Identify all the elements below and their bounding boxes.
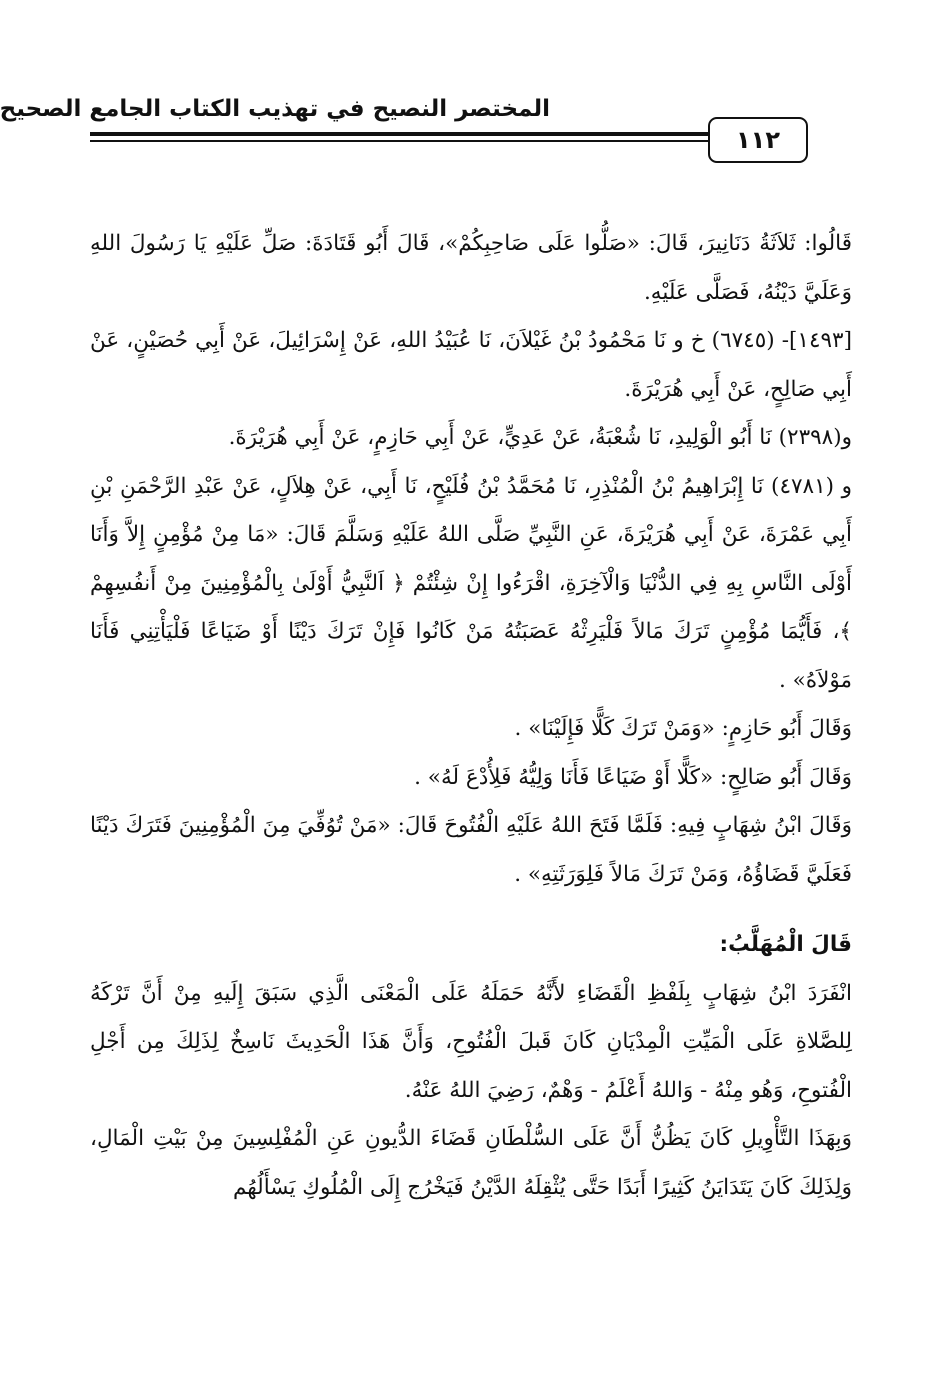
paragraph: و (٤٧٨١) نَا إِبْرَاهِيمُ بْنُ الْمُنْذِرِ، نَا مُحَمَّدُ بْنُ فُلَيْحٍ، نَا أَبِي، عَنْ هِلاَلٍ، عَنْ عَبْدِ الرَّحْمَنِ بْنِ أَبِي عَمْرَةَ، عَنْ أَبِي هُرَيْرَةَ، عَنِ النَّبِيِّ صَلَّى اللهُ عَلَيْهِ وَسَلَّمَ قَالَ: «مَا مِنْ مُؤْمِنٍ إِلاَّ وَأَنَا أَوْلَى النَّاسِ بِهِ فِي الدُّنْيَا وَالْآخِرَةِ، اقْرَءُوا إِنْ شِئْتُمْ ﴿ اَلنَّبِيُّ أَوْلَىٰ بِالْمُؤْمِنِينَ مِنْ أَنفُسِهِمْ ﴾، فَأَيُّمَا مُؤْمِنٍ تَرَكَ مَالاً فَلْيَرِثْهُ عَصَبَتُهُ مَنْ كَانُوا فَإِنْ تَرَكَ دَيْنًا أَوْ ضَيَاعًا فَلْيَأْتِنِي فَأَنَا مَوْلاَهُ» . bbox=[90, 473, 853, 693]
section-heading: قَالَ الْمُهَلَّبُ: bbox=[719, 932, 852, 957]
paragraph: وَقَالَ أَبُو صَالِحٍ: «كَلًّا أَوْ ضَيَاعًا فَأَنَا وَلِيُّهُ فَلِأُدْعَ لَهُ» . bbox=[414, 764, 852, 790]
page-number: ١١٢ bbox=[708, 117, 808, 163]
paragraph: قَالُوا: ثَلاَثَةُ دَنَانِيرَ، قَالَ: «صَلُّوا عَلَى صَاحِبِكُمْ»، قَالَ أَبُو قَتَادَةَ: صَلِّ عَلَيْهِ يَا رَسُولَ اللهِ وَعَلَيَّ دَيْنُهُ، فَصَلَّى عَلَيْهِ. bbox=[90, 231, 852, 305]
body-text bbox=[90, 220, 852, 1212]
header-rule-thin bbox=[90, 140, 708, 142]
section-gap bbox=[90, 899, 852, 921]
paragraph: انْفَرَدَ ابْنُ شِهَابٍ بِلَفْظِ الْقَضَاءِ لأَنَّهُ حَمَلَهُ عَلَى الْمَعْنَى الَّذِي سَبَقَ إِلَيهِ مِنْ أَنَّ تَرْكَهُ لِلصَّلاةِ عَلَى الْمَيِّتِ الْمِدْيَانِ كَانَ قَبلَ الْفُتُوحِ، وَأَنَّ هَذَا الْحَدِيثَ نَاسِخٌ لِذَلِكَ مِن أَجْلِ الْفُتوحِ، وَهُو مِنْهُ - وَاللهُ أَعْلَمُ - وَهْمٌ، رَضِيَ اللهُ عَنْهُ. bbox=[90, 980, 852, 1103]
page-header bbox=[0, 92, 850, 182]
running-title: المختصر النصيح في تهذيب الكتاب الجامع الصحيح bbox=[0, 96, 550, 122]
paragraph: وَقَالَ ابْنُ شِهَابٍ فِيهِ: فَلَمَّا فَتَحَ اللهُ عَلَيْهِ الْفُتُوحَ قَالَ: «مَنْ تُوُفِّيَ مِنَ الْمُؤْمِنِينَ فَتَرَكَ دَيْنًا فَعَلَيَّ قَضَاؤُهُ، وَمَنْ تَرَكَ مَالاً فَلِوَرَثَتِهِ» . bbox=[90, 813, 852, 887]
paragraph: [١٤٩٣]- (٦٧٤٥) خ و نَا مَحْمُودُ بْنُ غَيْلاَنَ، نَا عُبَيْدُ اللهِ، عَنْ إِسْرَائِيلَ، عَنْ أَبِي حُصَيْنٍ، عَنْ أَبِي صَالِحٍ، عَنْ أَبِي هُرَيْرَةَ. bbox=[90, 328, 852, 402]
paragraph: وَبِهَذَا التَّأْوِيلِ كَانَ يَظُنُّ أَنَّ عَلَى السُّلْطَانِ قَضَاءَ الدُّيونِ عَنِ الْمُفْلِسِينَ مِنْ بَيْتِ الْمَالِ، وَلِذَلِكَ كَانَ يَتَدَايَنُ كَثِيرًا أَبَدًا حَتَّى يُثْقِلَهُ الدَّيْنُ فَيَخْرُج إِلَى الْمُلُوكِ يَسْأَلُهُم bbox=[90, 1126, 852, 1200]
paragraph: وَقَالَ أَبُو حَازِمٍ: «وَمَنْ تَرَكَ كَلًّا فَإِلَيْنَا» . bbox=[514, 716, 852, 741]
paragraph: و(٢٣٩٨) نَا أَبُو الْوَلِيدِ، نَا شُعْبَةُ، عَنْ عَدِيٍّ، عَنْ أَبِي حَازِمٍ، عَنْ أَبِي هُرَيْرَةَ. bbox=[228, 425, 852, 450]
header-rule-thick bbox=[90, 132, 708, 136]
